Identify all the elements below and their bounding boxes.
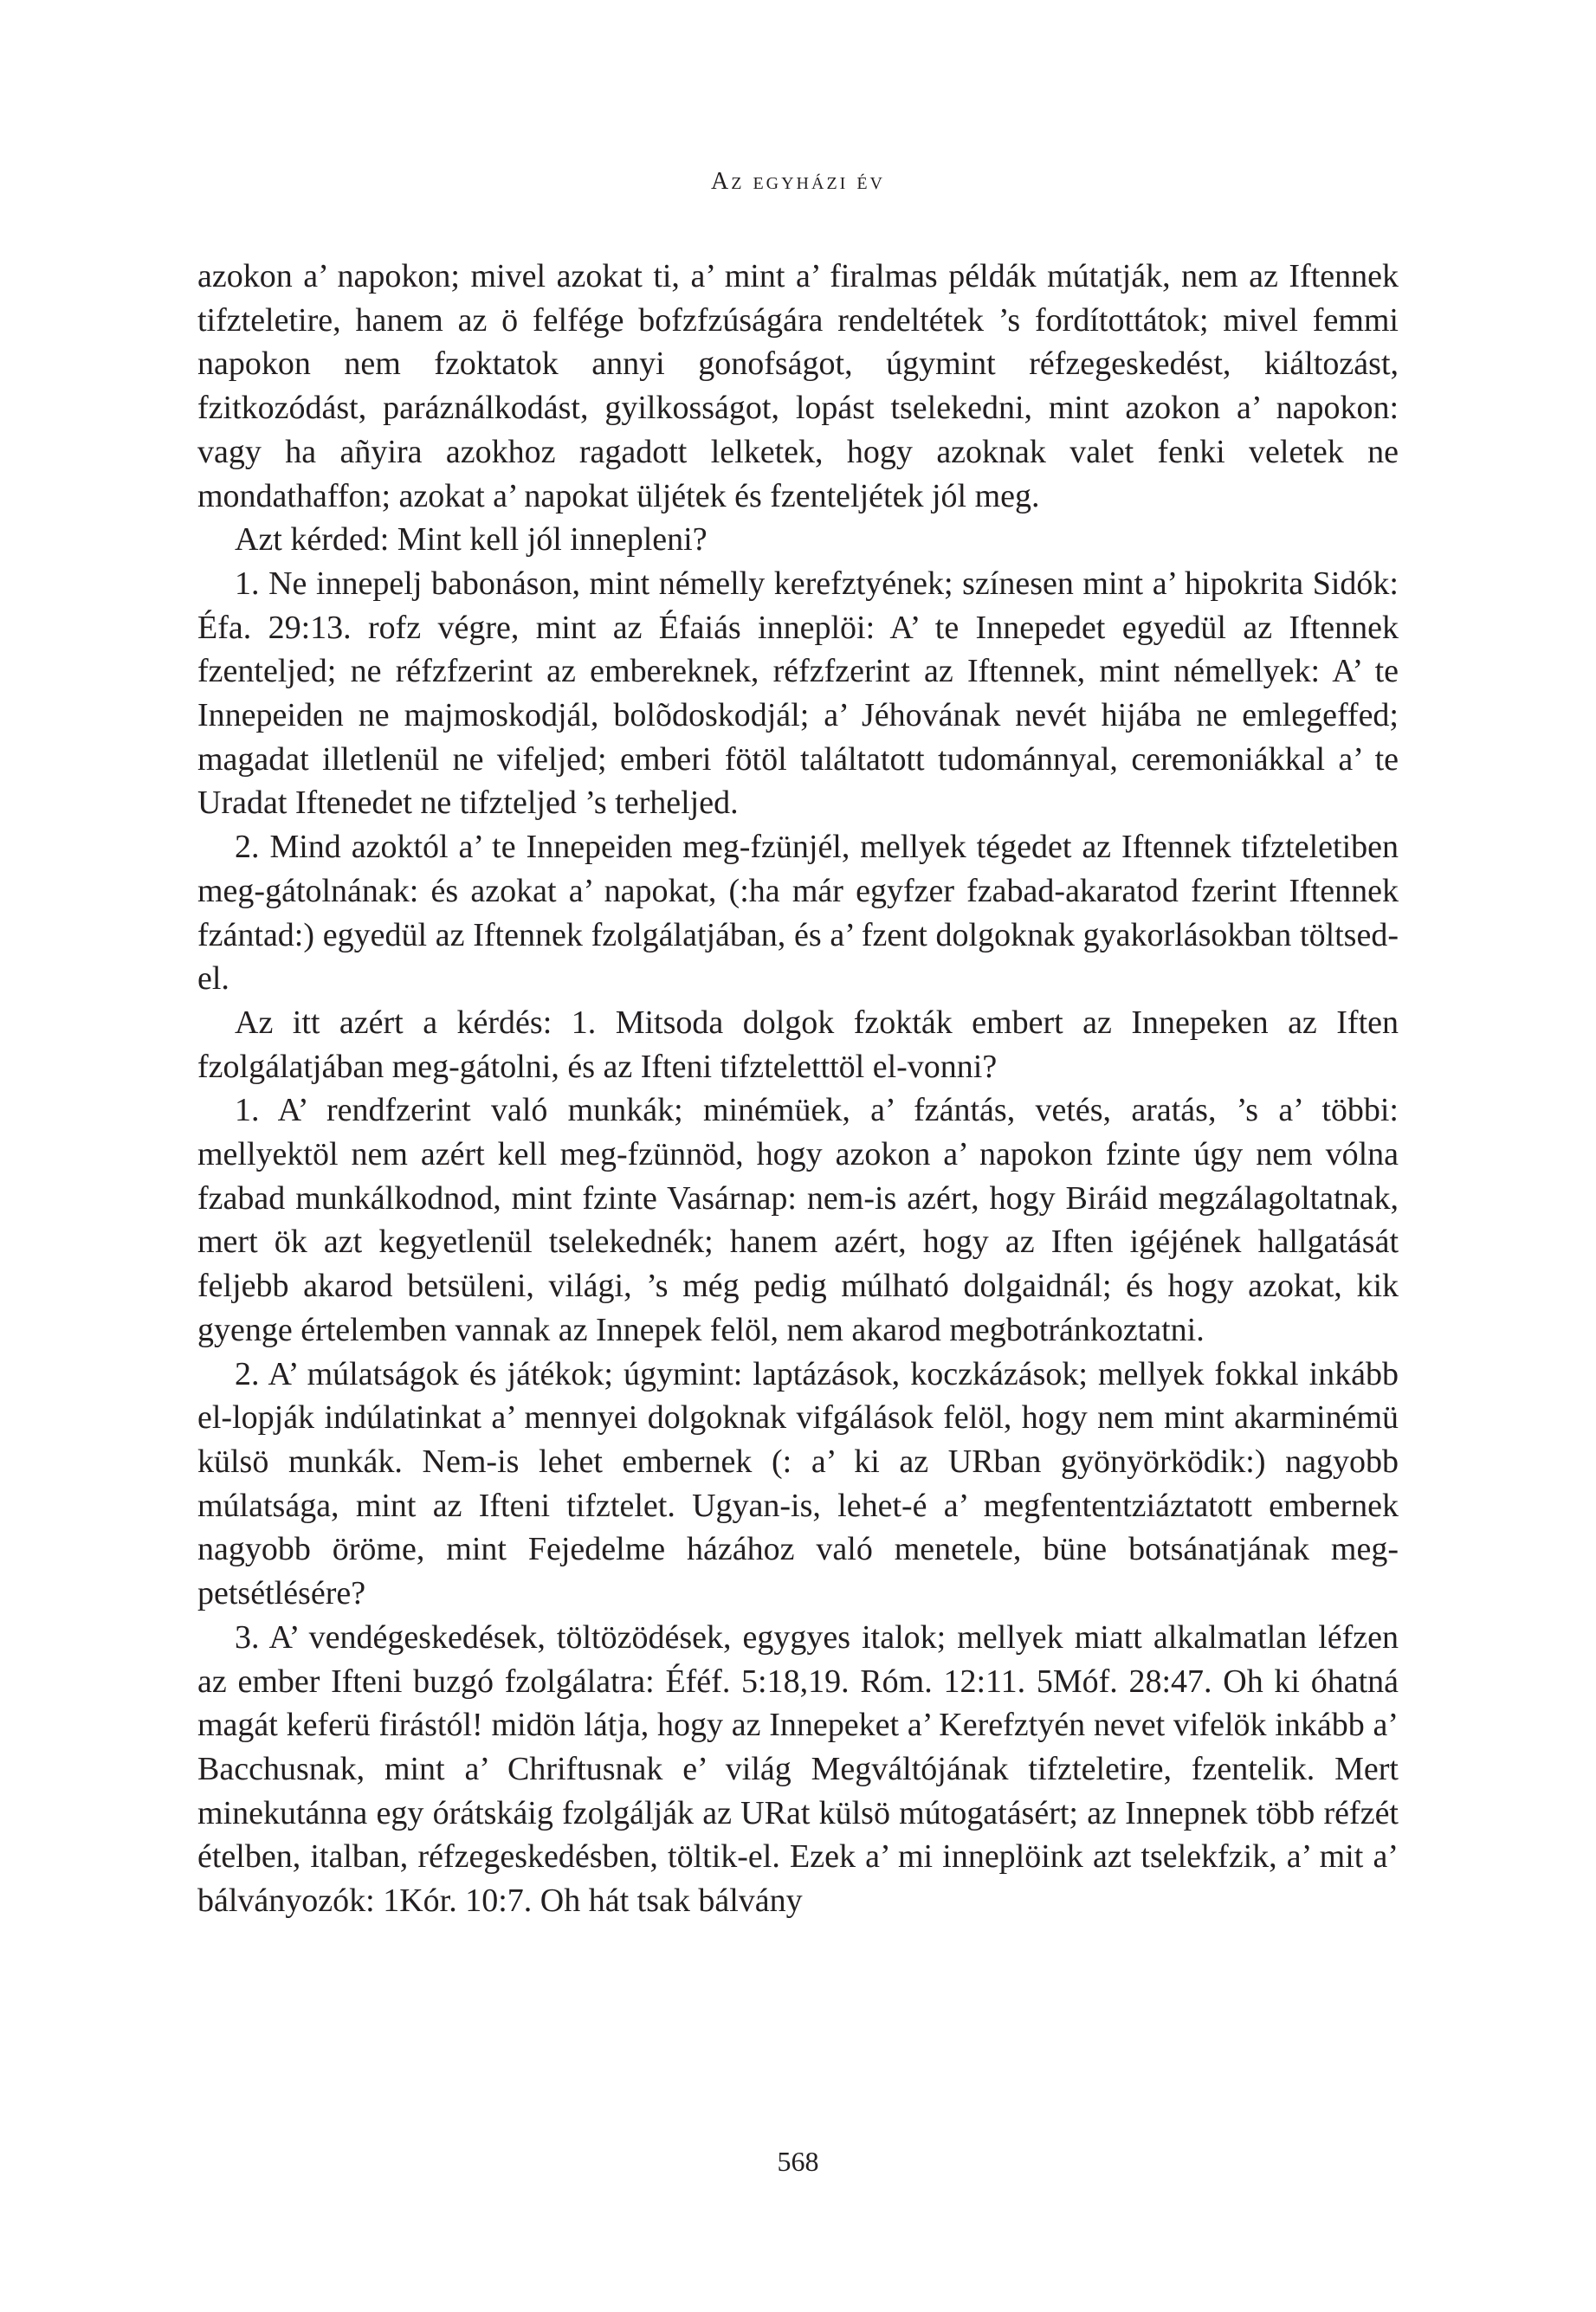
paragraph: 2. Mind azoktól a’ te Innepeiden meg-fzünjél, mellyek tégedet az Iftennek tifzteletiben meg-gátolnának: és azokat a’ napokat, (:ha már egyfzer fzabad-akaratod fzerint Iftennek fzántad:) egyedül az Iftennek fzolgálatjában, és a’ fzent dolgoknak gyakorlásokban töltsed-el.	[197, 829, 1399, 998]
paragraph: 1. A’ rendfzerint való munkák; minémüek, a’ fzántás, vetés, aratás, ’s a’ többi: mellyektöl nem azért kell meg-fzünnöd, hogy azokon a’ napokon fzinte úgy nem vólna fzabad munkálkodnod, mint fzinte Vasárnap: nem-is azért, hogy Biráid megzálagoltatnak, mert ök azt kegyetlenül tselekednék; hanem azért, hogy az Iften igéjének hallgatását feljebb akarod betsüleni, világi, ’s még pedig múlható dolgaidnál; és hogy azokat, kik gyenge értelemben vannak az Innepek felöl, nem akarod megbotránkoztatni.	[197, 1092, 1399, 1348]
page-number: 568	[777, 2146, 819, 2177]
paragraph: 2. A’ múlatságok és játékok; úgymint: laptázások, koczkázások; mellyek fokkal inkább el-lopják indúlatinkat a’ mennyei dolgoknak vifgálások felöl, hogy nem mint akarminémü külsö munkák. Nem-is lehet embernek (: a’ ki az URban gyönyörködik:) nagyobb múlatsága, mint az Ifteni tifztelet. Ugyan-is, lehet-é a’ megfententziáztatott embernek nagyobb öröme, mint Fejedelme házához való menetele, büne botsánatjának meg-petsétlésére?	[197, 1355, 1399, 1612]
paragraph: 3. A’ vendégeskedések, töltözödések, egygyes italok; mellyek miatt alkalmatlan léfzen az ember Ifteni buzgó fzolgálatra: Éféf. 5:18,19. Róm. 12:11. 5Móf. 28:47. Oh ki óhatná magát keferü firástól! midön látja, hogy az Innepeket a’ Kerefztyén nevet vifelök inkább a’ Bacchusnak, mint a’ Chriftusnak e’ világ Megváltójának tifzteletire, fzentelik. Mert minekutánna egy órátskáig fzolgálják az URat külsö mútogatásért; az Innepnek több réfzét ételben, italban, réfzegeskedésben, töltik-el. Ezek a’ mi inneplöink azt tselekfzik, a’ mit a’ bálványozók: 1Kór. 10:7. Oh hát tsak bálvány	[197, 1618, 1399, 1920]
running-head: Az egyházi év	[711, 168, 885, 195]
paragraph: Azt kérded: Mint kell jól innepleni?	[235, 521, 708, 559]
paragraph: Az itt azért a kérdés: 1. Mitsoda dolgok fzokták embert az Innepeken az Iften fzolgálatjában meg-gátolni, és az Ifteni tifzteletttöl el-vonni?	[197, 1004, 1399, 1085]
paragraph: 1. Ne innepelj babonáson, mint némelly kerefztyének; színesen mint a’ hipokrita Sidók: Éfa. 29:13. rofz végre, mint az Éfaiás inneplöi: A’ te Innepedet egyedül az Iftennek fzenteljed; ne réfzfzerint az embereknek, réfzfzerint az Iftennek, mint némellyek: A’ te Innepeiden ne majmoskodjál, bolõdoskodjál; a’ Jéhovának nevét hijába ne emlegeffed; magadat illetlenül ne vifeljed; emberi fötöl találtatott tudománnyal, ceremoniákkal a’ te Uradat Iftenedet ne tifzteljed ’s terheljed.	[197, 565, 1399, 822]
body-text	[197, 255, 1399, 1923]
paragraph: azokon a’ napokon; mivel azokat ti, a’ mint a’ firalmas példák mútatják, nem az Iftennek tifzteletire, hanem az ö felfége bofzfzúságára rendeltétek ’s fordítottátok; mivel femmi napokon nem fzoktatok annyi gonofságot, úgymint réfzegeskedést, kiáltozást, fzitkozódást, paráználkodást, gyilkosságot, lopást tselekedni, mint azokon a’ napokon: vagy ha añyira azokhoz ragadott lelketek, hogy azoknak valet fenki veletek ne mondathaffon; azokat a’ napokat üljétek és fzenteljétek jól meg.	[197, 258, 1399, 514]
